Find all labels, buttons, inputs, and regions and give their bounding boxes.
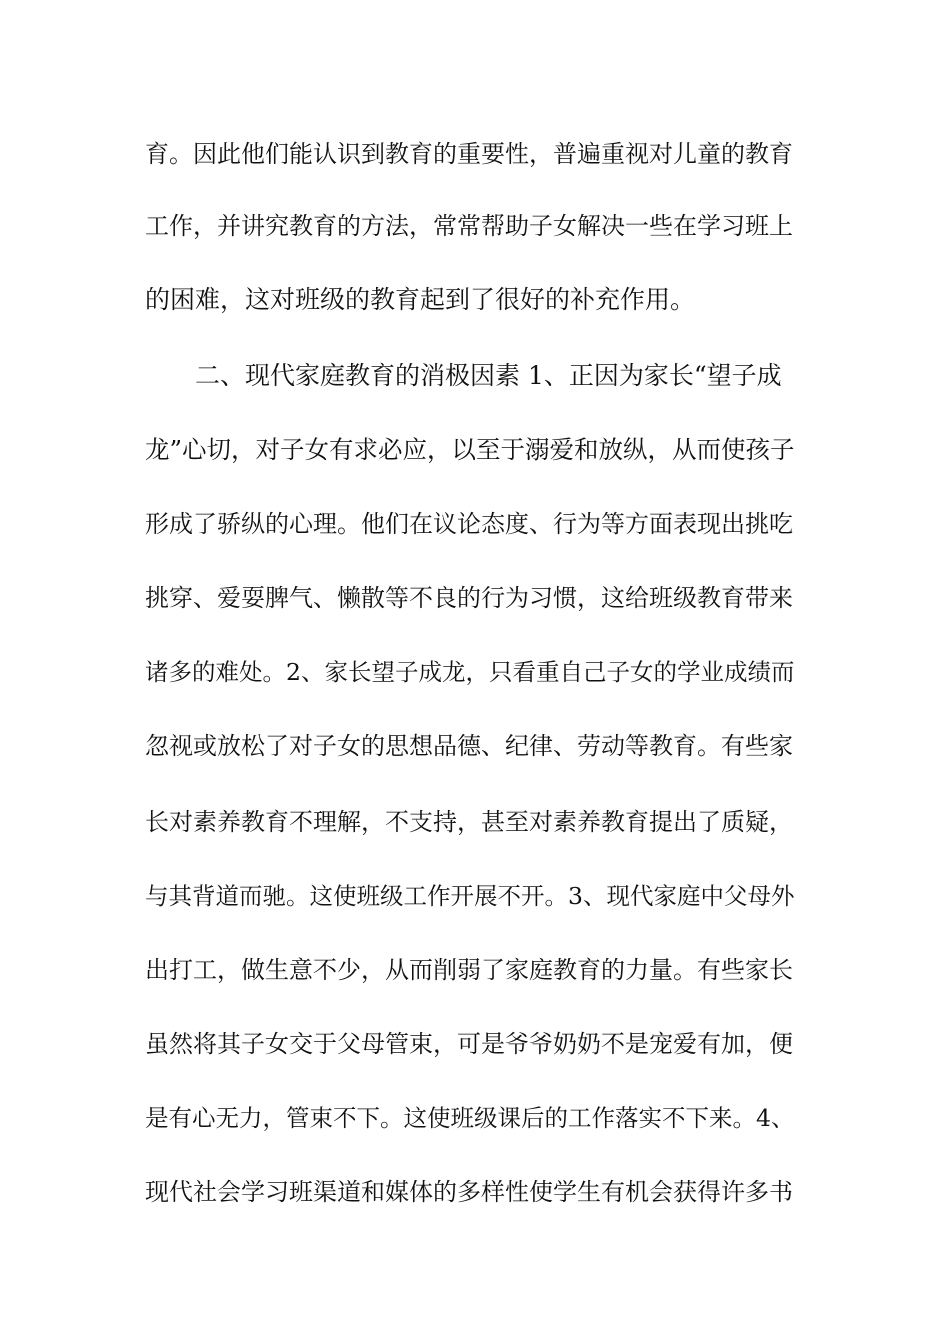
text-line: 育。因此他们能认识到教育的重要性，普遍重视对儿童的教育	[145, 140, 793, 168]
text-line: 是有心无力，管束不下。这使班级课后的工作落实不下来。4、	[145, 1104, 795, 1132]
text-line: 长对素养教育不理解，不支持，甚至对素养教育提出了质疑，	[145, 808, 793, 836]
text-line: 形成了骄纵的心理。他们在议论态度、行为等方面表现出挑吃	[145, 510, 793, 538]
text-line: 现代社会学习班渠道和媒体的多样性使学生有机会获得许多书	[145, 1178, 793, 1206]
text-line: 诸多的难处。2、家长望子成龙，只看重自己子女的学业成绩而	[145, 658, 795, 686]
paragraph-start-line: 二、现代家庭教育的消极因素 1、正因为家长“望子成	[195, 361, 782, 390]
text-line: 龙”心切，对子女有求必应，以至于溺爱和放纵，从而使孩子	[145, 435, 795, 464]
text-line: 忽视或放松了对子女的思想品德、纪律、劳动等教育。有些家	[145, 732, 793, 760]
text-line: 与其背道而驰。这使班级工作开展不开。3、现代家庭中父母外	[145, 882, 795, 910]
text-line: 工作，并讲究教育的方法，常常帮助子女解决一些在学习班上	[145, 212, 793, 240]
text-line: 挑穿、爱耍脾气、懒散等不良的行为习惯，这给班级教育带来	[145, 584, 793, 612]
text-line: 的困难，这对班级的教育起到了很好的补充作用。	[145, 285, 696, 314]
text-line: 出打工，做生意不少，从而削弱了家庭教育的力量。有些家长	[145, 956, 793, 984]
text-line: 虽然将其子女交于父母管束，可是爷爷奶奶不是宠爱有加，便	[145, 1030, 793, 1058]
